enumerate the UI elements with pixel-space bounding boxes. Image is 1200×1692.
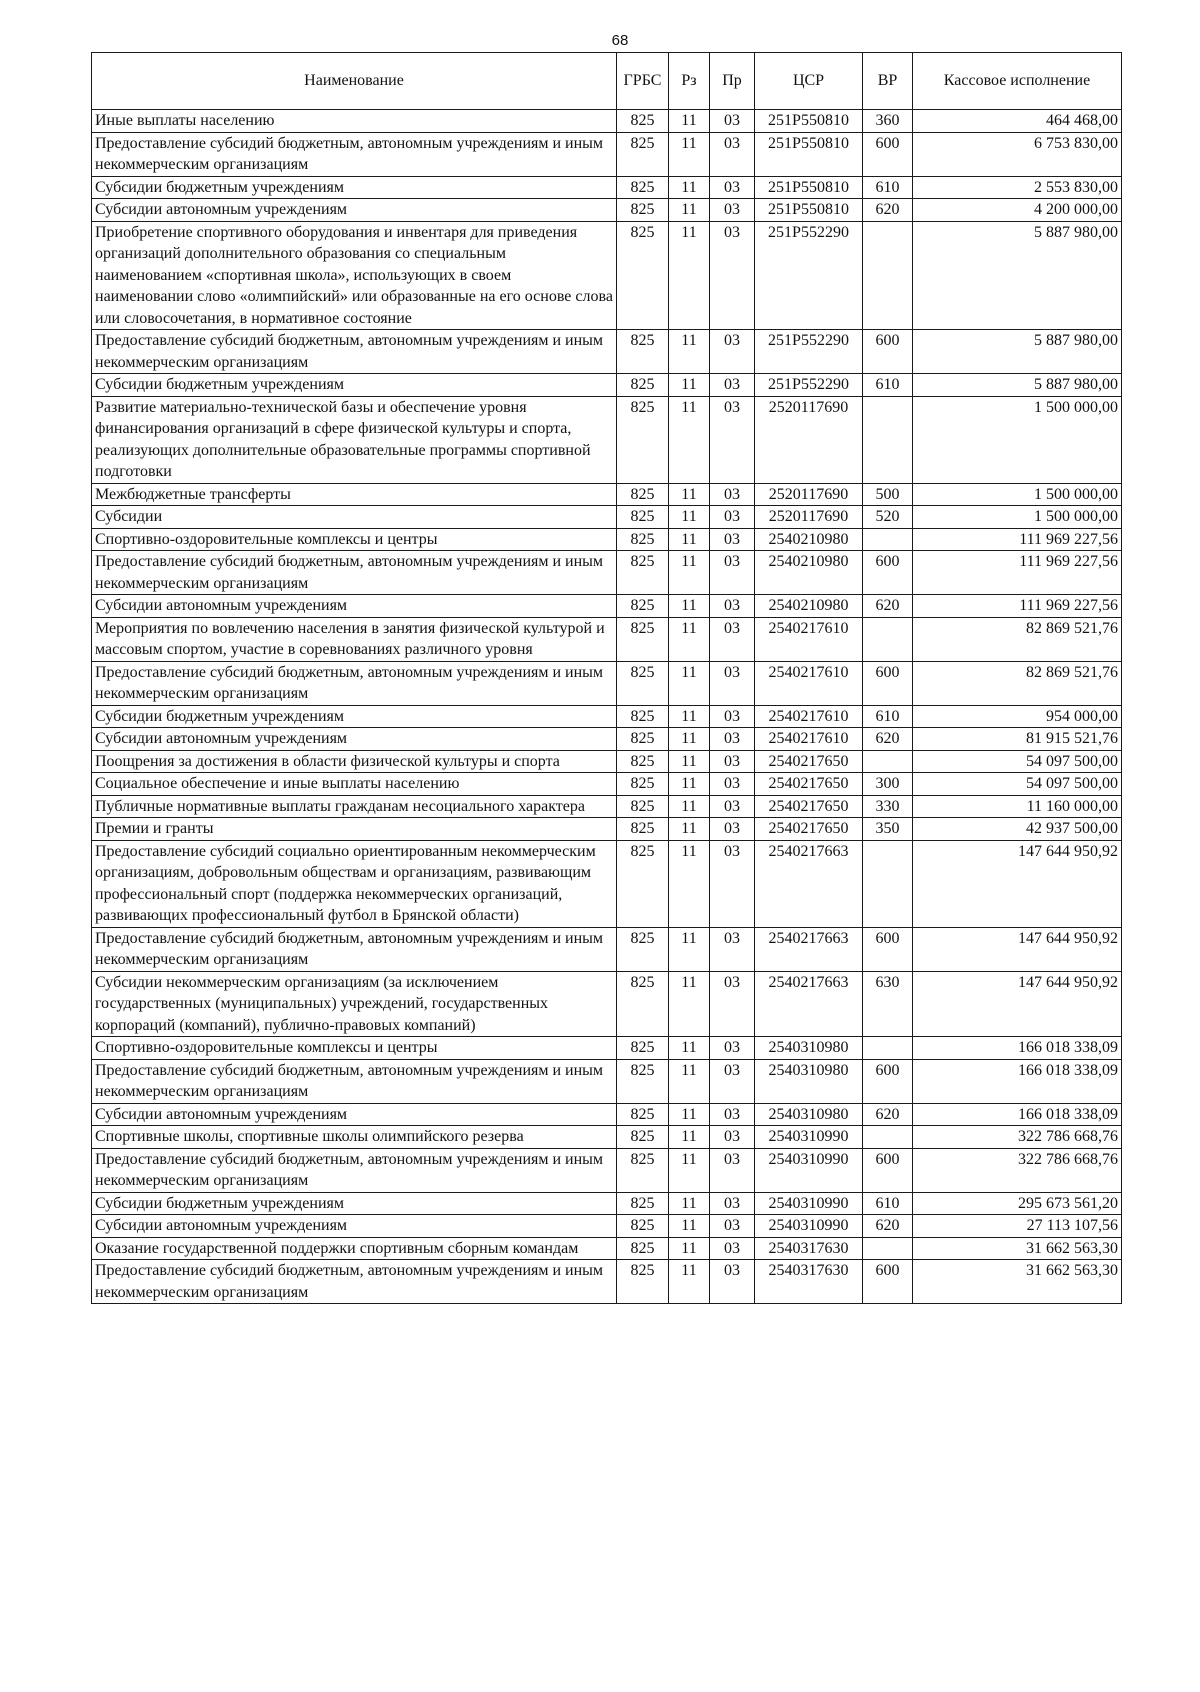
cell-rz: 11: [669, 330, 710, 374]
cell-pr: 03: [710, 1037, 755, 1060]
cell-rz: 11: [669, 728, 710, 751]
cell-name: Субсидии автономным учреждениям: [92, 1215, 617, 1238]
cell-grbs: 825: [617, 1037, 669, 1060]
cell-name: Субсидии некоммерческим организациям (за исключением государственных (муниципальных) учреждений, государственных корпораций (компаний), публично-правовых компаний): [92, 971, 617, 1037]
cell-rz: 11: [669, 595, 710, 618]
cell-vr: [863, 396, 913, 483]
cell-name: Развитие материально-технической базы и обеспечение уровня финансирования организаций в сфере физической культуры и спорта, реализующих дополнительные образовательные программы спортивной подготовки: [92, 396, 617, 483]
cell-csr: 2540310980: [755, 1059, 863, 1103]
cell-name: Иные выплаты населению: [92, 110, 617, 133]
cell-csr: 2520117690: [755, 506, 863, 529]
cell-pr: 03: [710, 132, 755, 176]
table-row: [92, 1192, 1122, 1215]
cell-pr: 03: [710, 396, 755, 483]
table-row: [92, 927, 1122, 971]
table-row: [92, 840, 1122, 927]
cell-vr: [863, 840, 913, 927]
cell-pr: 03: [710, 840, 755, 927]
cell-rz: 11: [669, 971, 710, 1037]
table-row: [92, 1215, 1122, 1238]
table-row: [92, 551, 1122, 595]
cell-csr: 2540210980: [755, 595, 863, 618]
cell-pr: 03: [710, 1237, 755, 1260]
table-row: [92, 528, 1122, 551]
cell-name: Субсидии автономным учреждениям: [92, 595, 617, 618]
cell-pr: 03: [710, 483, 755, 506]
cell-pr: 03: [710, 1215, 755, 1238]
cell-pr: 03: [710, 1103, 755, 1126]
cell-vr: 500: [863, 483, 913, 506]
table-row: [92, 396, 1122, 483]
cell-vr: [863, 617, 913, 661]
table-row: [92, 1059, 1122, 1103]
table-row: [92, 1103, 1122, 1126]
cell-pr: 03: [710, 506, 755, 529]
cell-amount: 166 018 338,09: [913, 1103, 1122, 1126]
cell-grbs: 825: [617, 1103, 669, 1126]
cell-csr: 2520117690: [755, 483, 863, 506]
cell-amount: 82 869 521,76: [913, 617, 1122, 661]
cell-grbs: 825: [617, 1059, 669, 1103]
table-row: [92, 1237, 1122, 1260]
cell-grbs: 825: [617, 840, 669, 927]
cell-rz: 11: [669, 750, 710, 773]
cell-name: Предоставление субсидий бюджетным, автономным учреждениям и иным некоммерческим организациям: [92, 1260, 617, 1304]
cell-amount: 81 915 521,76: [913, 728, 1122, 751]
cell-amount: 147 644 950,92: [913, 840, 1122, 927]
cell-name: Социальное обеспечение и иные выплаты населению: [92, 773, 617, 796]
cell-amount: 31 662 563,30: [913, 1260, 1122, 1304]
column-header-grbs: ГРБС: [617, 53, 669, 110]
cell-grbs: 825: [617, 551, 669, 595]
cell-vr: 620: [863, 199, 913, 222]
cell-vr: 600: [863, 132, 913, 176]
cell-amount: 147 644 950,92: [913, 927, 1122, 971]
cell-pr: 03: [710, 927, 755, 971]
cell-vr: 620: [863, 1215, 913, 1238]
cell-rz: 11: [669, 1059, 710, 1103]
cell-grbs: 825: [617, 528, 669, 551]
table-row: [92, 176, 1122, 199]
table-row: [92, 818, 1122, 841]
cell-name: Субсидии бюджетным учреждениям: [92, 705, 617, 728]
cell-grbs: 825: [617, 617, 669, 661]
cell-amount: 1 500 000,00: [913, 483, 1122, 506]
cell-csr: 2540310990: [755, 1126, 863, 1149]
cell-csr: 2540217610: [755, 705, 863, 728]
cell-grbs: 825: [617, 1192, 669, 1215]
cell-grbs: 825: [617, 750, 669, 773]
cell-vr: [863, 1037, 913, 1060]
cell-rz: 11: [669, 1260, 710, 1304]
cell-vr: 600: [863, 551, 913, 595]
cell-pr: 03: [710, 617, 755, 661]
cell-rz: 11: [669, 840, 710, 927]
cell-rz: 11: [669, 1126, 710, 1149]
cell-grbs: 825: [617, 795, 669, 818]
cell-grbs: 825: [617, 1215, 669, 1238]
cell-csr: 2540310980: [755, 1103, 863, 1126]
cell-vr: 620: [863, 595, 913, 618]
cell-amount: 5 887 980,00: [913, 330, 1122, 374]
cell-name: Публичные нормативные выплаты гражданам несоциального характера: [92, 795, 617, 818]
cell-grbs: 825: [617, 132, 669, 176]
cell-pr: 03: [710, 1192, 755, 1215]
cell-pr: 03: [710, 199, 755, 222]
cell-name: Премии и гранты: [92, 818, 617, 841]
column-header-amount: Кассовое исполнение: [913, 53, 1122, 110]
cell-rz: 11: [669, 661, 710, 705]
table-row: [92, 728, 1122, 751]
cell-csr: 2540217610: [755, 661, 863, 705]
cell-vr: 600: [863, 330, 913, 374]
cell-rz: 11: [669, 506, 710, 529]
cell-grbs: 825: [617, 176, 669, 199]
cell-csr: 2520117690: [755, 396, 863, 483]
table-row: [92, 773, 1122, 796]
cell-vr: 600: [863, 661, 913, 705]
cell-name: Субсидии автономным учреждениям: [92, 199, 617, 222]
cell-vr: 620: [863, 728, 913, 751]
column-header-name: Наименование: [92, 53, 617, 110]
cell-grbs: 825: [617, 927, 669, 971]
cell-grbs: 825: [617, 773, 669, 796]
cell-rz: 11: [669, 927, 710, 971]
cell-pr: 03: [710, 773, 755, 796]
column-header-rz: Рз: [669, 53, 710, 110]
cell-grbs: 825: [617, 595, 669, 618]
cell-name: Предоставление субсидий социально ориентированным некоммерческим организациям, добровольным обществам и организациям, развивающим профессиональный спорт (поддержка некоммерческих организаций, развивающих профессиональный футбол в Брянской области): [92, 840, 617, 927]
table-row: [92, 110, 1122, 133]
cell-amount: 82 869 521,76: [913, 661, 1122, 705]
cell-name: Предоставление субсидий бюджетным, автономным учреждениям и иным некоммерческим организациям: [92, 1059, 617, 1103]
cell-csr: 251P550810: [755, 110, 863, 133]
cell-vr: [863, 1126, 913, 1149]
cell-rz: 11: [669, 1192, 710, 1215]
cell-rz: 11: [669, 1148, 710, 1192]
cell-csr: 2540217663: [755, 840, 863, 927]
cell-amount: 27 113 107,56: [913, 1215, 1122, 1238]
cell-name: Субсидии бюджетным учреждениям: [92, 176, 617, 199]
cell-vr: 350: [863, 818, 913, 841]
cell-name: Субсидии бюджетным учреждениям: [92, 1192, 617, 1215]
cell-vr: 600: [863, 1260, 913, 1304]
cell-amount: 147 644 950,92: [913, 971, 1122, 1037]
cell-pr: 03: [710, 110, 755, 133]
table-row: [92, 506, 1122, 529]
cell-amount: 5 887 980,00: [913, 374, 1122, 397]
cell-vr: 360: [863, 110, 913, 133]
cell-name: Поощрения за достижения в области физической культуры и спорта: [92, 750, 617, 773]
cell-vr: [863, 750, 913, 773]
cell-grbs: 825: [617, 506, 669, 529]
cell-vr: [863, 221, 913, 330]
cell-amount: 166 018 338,09: [913, 1037, 1122, 1060]
table-row: [92, 221, 1122, 330]
cell-csr: 2540317630: [755, 1237, 863, 1260]
cell-vr: 600: [863, 1059, 913, 1103]
cell-amount: 111 969 227,56: [913, 528, 1122, 551]
cell-csr: 251P550810: [755, 176, 863, 199]
cell-csr: 2540310980: [755, 1037, 863, 1060]
cell-grbs: 825: [617, 818, 669, 841]
cell-grbs: 825: [617, 483, 669, 506]
cell-amount: 11 160 000,00: [913, 795, 1122, 818]
cell-vr: 620: [863, 1103, 913, 1126]
cell-amount: 111 969 227,56: [913, 551, 1122, 595]
column-header-csr: ЦСР: [755, 53, 863, 110]
cell-pr: 03: [710, 661, 755, 705]
cell-csr: 251P552290: [755, 374, 863, 397]
cell-grbs: 825: [617, 971, 669, 1037]
cell-rz: 11: [669, 374, 710, 397]
cell-vr: [863, 1237, 913, 1260]
cell-csr: 2540217663: [755, 927, 863, 971]
cell-vr: 520: [863, 506, 913, 529]
cell-vr: 330: [863, 795, 913, 818]
cell-grbs: 825: [617, 728, 669, 751]
cell-grbs: 825: [617, 1148, 669, 1192]
cell-name: Предоставление субсидий бюджетным, автономным учреждениям и иным некоммерческим организациям: [92, 661, 617, 705]
cell-rz: 11: [669, 1103, 710, 1126]
column-header-vr: ВР: [863, 53, 913, 110]
cell-amount: 954 000,00: [913, 705, 1122, 728]
cell-vr: 610: [863, 1192, 913, 1215]
cell-name: Спортивно-оздоровительные комплексы и центры: [92, 528, 617, 551]
cell-pr: 03: [710, 971, 755, 1037]
cell-pr: 03: [710, 705, 755, 728]
cell-grbs: 825: [617, 330, 669, 374]
table-row: [92, 661, 1122, 705]
cell-pr: 03: [710, 330, 755, 374]
cell-name: Предоставление субсидий бюджетным, автономным учреждениям и иным некоммерческим организациям: [92, 551, 617, 595]
cell-rz: 11: [669, 1037, 710, 1060]
cell-csr: 2540217663: [755, 971, 863, 1037]
cell-rz: 11: [669, 1215, 710, 1238]
cell-name: Предоставление субсидий бюджетным, автономным учреждениям и иным некоммерческим организациям: [92, 927, 617, 971]
table-row: [92, 1126, 1122, 1149]
cell-pr: 03: [710, 595, 755, 618]
table-row: [92, 595, 1122, 618]
cell-amount: 1 500 000,00: [913, 396, 1122, 483]
cell-name: Субсидии автономным учреждениям: [92, 1103, 617, 1126]
cell-pr: 03: [710, 176, 755, 199]
cell-csr: 2540217610: [755, 617, 863, 661]
cell-vr: 600: [863, 927, 913, 971]
cell-csr: 2540310990: [755, 1215, 863, 1238]
cell-csr: 2540217650: [755, 750, 863, 773]
table-row: [92, 1260, 1122, 1304]
cell-csr: 2540310990: [755, 1192, 863, 1215]
cell-rz: 11: [669, 1237, 710, 1260]
cell-amount: 4 200 000,00: [913, 199, 1122, 222]
table-row: [92, 132, 1122, 176]
cell-pr: 03: [710, 551, 755, 595]
column-header-pr: Пр: [710, 53, 755, 110]
cell-rz: 11: [669, 221, 710, 330]
cell-grbs: 825: [617, 705, 669, 728]
cell-csr: 2540310990: [755, 1148, 863, 1192]
cell-amount: 1 500 000,00: [913, 506, 1122, 529]
cell-vr: 300: [863, 773, 913, 796]
cell-amount: 5 887 980,00: [913, 221, 1122, 330]
cell-rz: 11: [669, 396, 710, 483]
cell-amount: 322 786 668,76: [913, 1126, 1122, 1149]
cell-grbs: 825: [617, 374, 669, 397]
table-row: [92, 971, 1122, 1037]
cell-csr: 2540217650: [755, 773, 863, 796]
cell-grbs: 825: [617, 396, 669, 483]
cell-pr: 03: [710, 1148, 755, 1192]
cell-name: Спортивно-оздоровительные комплексы и центры: [92, 1037, 617, 1060]
cell-vr: 610: [863, 374, 913, 397]
cell-amount: 295 673 561,20: [913, 1192, 1122, 1215]
cell-grbs: 825: [617, 199, 669, 222]
cell-rz: 11: [669, 617, 710, 661]
cell-vr: 600: [863, 1148, 913, 1192]
cell-amount: 464 468,00: [913, 110, 1122, 133]
cell-name: Приобретение спортивного оборудования и инвентаря для приведения организаций дополнительного образования со специальным наименованием «спортивная школа», использующих в своем наименовании слово «олимпийский» или образованные на его основе слова или словосочетания, в нормативное состояние: [92, 221, 617, 330]
table-header: [92, 53, 1122, 110]
cell-rz: 11: [669, 818, 710, 841]
cell-amount: 2 553 830,00: [913, 176, 1122, 199]
cell-amount: 54 097 500,00: [913, 773, 1122, 796]
table-row: [92, 330, 1122, 374]
cell-pr: 03: [710, 374, 755, 397]
cell-pr: 03: [710, 750, 755, 773]
cell-rz: 11: [669, 483, 710, 506]
cell-csr: 2540217610: [755, 728, 863, 751]
cell-rz: 11: [669, 110, 710, 133]
cell-pr: 03: [710, 1260, 755, 1304]
cell-csr: 2540217650: [755, 795, 863, 818]
cell-csr: 251P552290: [755, 221, 863, 330]
cell-pr: 03: [710, 728, 755, 751]
cell-csr: 251P550810: [755, 132, 863, 176]
cell-pr: 03: [710, 1059, 755, 1103]
cell-vr: 630: [863, 971, 913, 1037]
cell-pr: 03: [710, 221, 755, 330]
cell-amount: 6 753 830,00: [913, 132, 1122, 176]
table-row: [92, 750, 1122, 773]
cell-grbs: 825: [617, 1260, 669, 1304]
cell-vr: [863, 528, 913, 551]
table-row: [92, 705, 1122, 728]
cell-csr: 251P550810: [755, 199, 863, 222]
cell-amount: 166 018 338,09: [913, 1059, 1122, 1103]
cell-amount: 42 937 500,00: [913, 818, 1122, 841]
cell-name: Субсидии: [92, 506, 617, 529]
table-body: [92, 110, 1122, 1304]
cell-amount: 111 969 227,56: [913, 595, 1122, 618]
cell-rz: 11: [669, 795, 710, 818]
cell-grbs: 825: [617, 1126, 669, 1149]
cell-grbs: 825: [617, 110, 669, 133]
table-row: [92, 199, 1122, 222]
cell-rz: 11: [669, 705, 710, 728]
table-row: [92, 795, 1122, 818]
cell-rz: 11: [669, 176, 710, 199]
cell-name: Субсидии автономным учреждениям: [92, 728, 617, 751]
table-row: [92, 1148, 1122, 1192]
cell-rz: 11: [669, 528, 710, 551]
cell-csr: 2540217650: [755, 818, 863, 841]
table-row: [92, 617, 1122, 661]
cell-name: Оказание государственной поддержки спортивным сборным командам: [92, 1237, 617, 1260]
cell-rz: 11: [669, 773, 710, 796]
cell-grbs: 825: [617, 1237, 669, 1260]
cell-name: Межбюджетные трансферты: [92, 483, 617, 506]
cell-rz: 11: [669, 132, 710, 176]
cell-name: Предоставление субсидий бюджетным, автономным учреждениям и иным некоммерческим организациям: [92, 1148, 617, 1192]
cell-vr: 610: [863, 176, 913, 199]
cell-csr: 251P552290: [755, 330, 863, 374]
header-row: [92, 53, 1122, 110]
table-row: [92, 1037, 1122, 1060]
page-number: 68: [611, 32, 629, 49]
cell-amount: 54 097 500,00: [913, 750, 1122, 773]
cell-amount: 322 786 668,76: [913, 1148, 1122, 1192]
cell-grbs: 825: [617, 221, 669, 330]
cell-pr: 03: [710, 818, 755, 841]
cell-name: Спортивные школы, спортивные школы олимпийского резерва: [92, 1126, 617, 1149]
cell-name: Субсидии бюджетным учреждениям: [92, 374, 617, 397]
cell-pr: 03: [710, 795, 755, 818]
cell-csr: 2540210980: [755, 528, 863, 551]
cell-name: Предоставление субсидий бюджетным, автономным учреждениям и иным некоммерческим организациям: [92, 132, 617, 176]
table-row: [92, 483, 1122, 506]
cell-name: Предоставление субсидий бюджетным, автономным учреждениям и иным некоммерческим организациям: [92, 330, 617, 374]
cell-amount: 31 662 563,30: [913, 1237, 1122, 1260]
budget-execution-table: [91, 52, 1122, 1304]
cell-vr: 610: [863, 705, 913, 728]
cell-rz: 11: [669, 551, 710, 595]
cell-pr: 03: [710, 528, 755, 551]
table-row: [92, 374, 1122, 397]
cell-grbs: 825: [617, 661, 669, 705]
cell-pr: 03: [710, 1126, 755, 1149]
cell-rz: 11: [669, 199, 710, 222]
cell-name: Мероприятия по вовлечению населения в занятия физической культурой и массовым спортом, участие в соревнованиях различного уровня: [92, 617, 617, 661]
cell-csr: 2540210980: [755, 551, 863, 595]
cell-csr: 2540317630: [755, 1260, 863, 1304]
